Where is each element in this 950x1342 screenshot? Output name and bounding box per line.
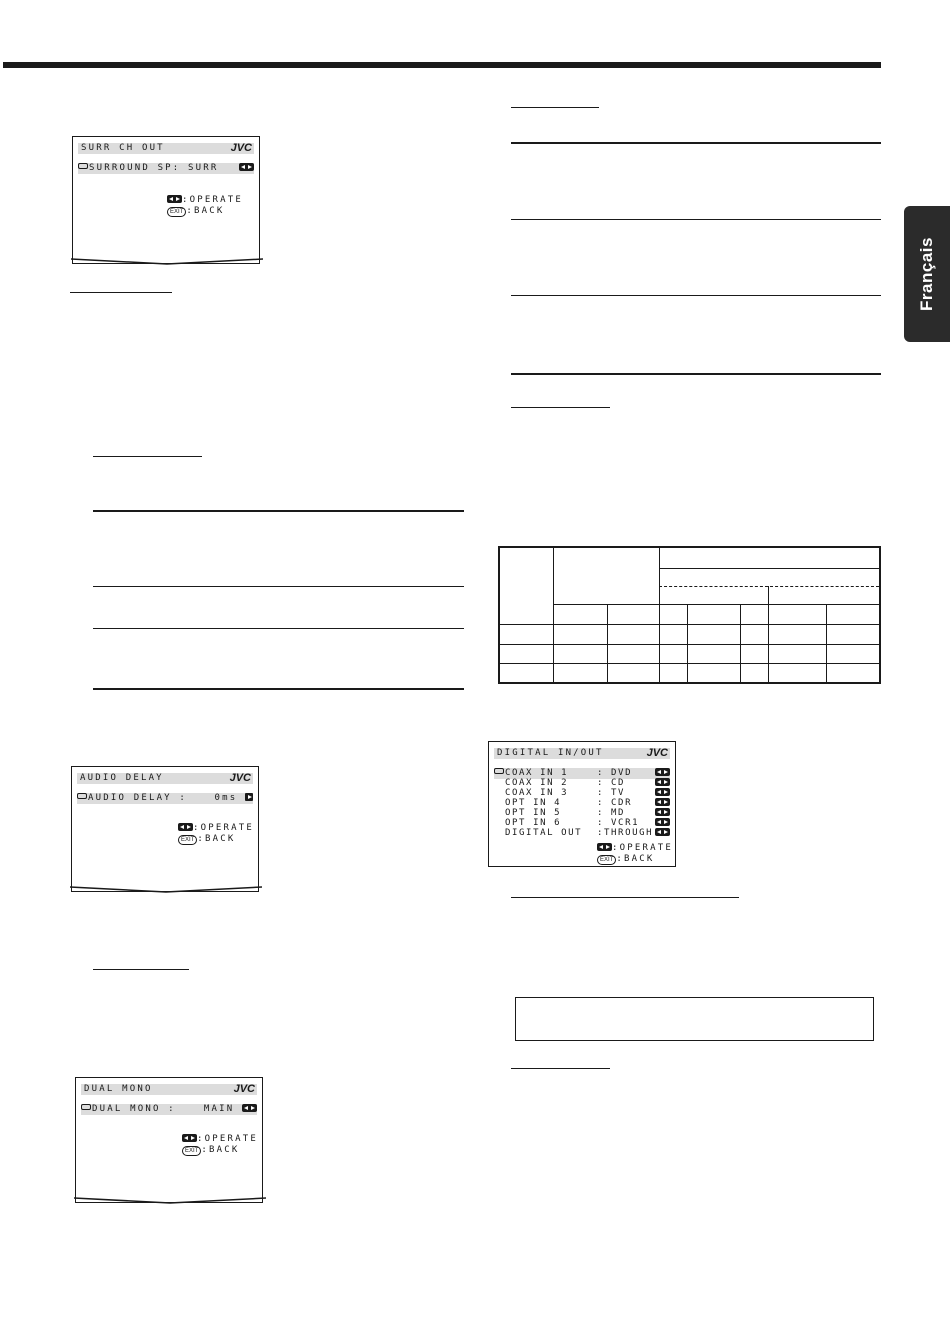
language-tab-label: Français [917, 237, 936, 311]
table-rule [511, 373, 881, 375]
operate-legend [597, 843, 673, 854]
operate-legend [167, 195, 243, 206]
jvc-logo: JVC [230, 142, 252, 154]
left-right-arrows-icon [167, 195, 182, 203]
left-right-arrows-icon [655, 818, 670, 826]
back-legend [597, 854, 654, 865]
back-legend [182, 1145, 239, 1156]
table-rule [93, 510, 464, 512]
screen-title: DIGITAL IN/OUT [497, 748, 604, 758]
digital-row [494, 828, 670, 839]
screen-title: AUDIO DELAY [80, 773, 164, 783]
jvc-logo: JVC [229, 772, 251, 784]
table-rule [511, 219, 881, 220]
surround-sp-row [78, 163, 254, 174]
row-value: : DVD [597, 768, 633, 778]
hand-cursor-icon [78, 163, 88, 169]
left-right-arrows-icon [242, 1104, 257, 1112]
back-legend [178, 834, 235, 845]
back-text: :BACK [616, 854, 655, 864]
left-right-arrows-icon [655, 768, 670, 776]
screen-title-bar [81, 1084, 257, 1095]
exit-key-icon: EXIT [167, 207, 186, 217]
table-column-line [740, 604, 741, 682]
row-label: OPT IN 4 [505, 798, 562, 808]
table-rule [511, 295, 881, 296]
left-right-arrows-icon [655, 778, 670, 786]
operate-text: :OPERATE [193, 823, 254, 833]
table-column-line [826, 604, 827, 682]
exit-key-icon: EXIT [178, 835, 197, 845]
table-dashed-line [659, 586, 879, 587]
table-column-line [553, 548, 554, 682]
row-value: : TV [597, 788, 626, 798]
row-value: : CD [597, 778, 626, 788]
left-right-arrows-icon [182, 1134, 197, 1142]
surr-ch-out-screen [72, 136, 260, 264]
row-label: COAX IN 1 [505, 768, 569, 778]
row-label: OPT IN 6 [505, 818, 562, 828]
heading-underline [511, 107, 599, 108]
heading-underline [70, 292, 172, 293]
left-right-arrows-icon [178, 823, 193, 831]
jvc-logo: JVC [646, 747, 668, 759]
row-value: : VCR1 [597, 818, 640, 828]
row-label: AUDIO DELAY : [88, 793, 188, 803]
left-right-arrows-icon [597, 843, 612, 851]
row-label: SURROUND SP: SURR [89, 163, 219, 173]
row-label: COAX IN 3 [505, 788, 569, 798]
screen-title-bar [78, 143, 254, 154]
table-rule [93, 628, 464, 629]
table-row-line [500, 624, 879, 625]
row-value: : MD [597, 808, 626, 818]
heading-underline [511, 407, 610, 408]
table-row-line [659, 568, 879, 569]
left-right-arrows-icon [655, 798, 670, 806]
left-right-arrows-icon [655, 828, 670, 836]
hand-cursor-icon [494, 768, 504, 774]
table-column-line [687, 604, 688, 682]
subheading-underline [93, 456, 202, 457]
heading-underline [511, 1068, 610, 1069]
subheading-underline [511, 897, 739, 898]
left-right-arrows-icon [655, 788, 670, 796]
digital-in-out-screen [488, 741, 676, 867]
hand-cursor-icon [77, 793, 87, 799]
left-right-arrows-icon [655, 808, 670, 816]
dual-mono-screen [75, 1077, 263, 1203]
table-rule [511, 142, 881, 144]
table-row-line [500, 663, 879, 664]
signal-table [498, 546, 881, 684]
screen-title: DUAL MONO [84, 1084, 153, 1094]
back-text: :BACK [186, 206, 225, 216]
table-row-line [500, 644, 879, 645]
screen-bottom-edge [70, 885, 262, 893]
operate-legend [178, 823, 254, 834]
screen-title: SURR CH OUT [81, 143, 165, 153]
dual-mono-row [81, 1104, 257, 1115]
top-rule [3, 62, 881, 68]
operate-text: :OPERATE [197, 1134, 258, 1144]
row-value: MAIN [203, 1104, 235, 1114]
screen-bottom-edge [74, 1196, 266, 1204]
row-value: : CDR [597, 798, 633, 808]
language-tab [904, 206, 950, 342]
table-column-line [607, 604, 608, 682]
audio-delay-screen [71, 766, 259, 892]
row-value: :THROUGH [597, 828, 654, 838]
row-label: OPT IN 5 [505, 808, 562, 818]
right-arrow-icon [245, 793, 253, 801]
screen-title-bar [77, 773, 253, 784]
audio-delay-row [77, 793, 253, 804]
table-row-line [553, 604, 879, 605]
operate-text: :OPERATE [612, 843, 673, 853]
hand-cursor-icon [81, 1104, 91, 1110]
back-text: :BACK [201, 1145, 240, 1155]
row-label: COAX IN 2 [505, 778, 569, 788]
operate-legend [182, 1134, 258, 1145]
table-rule [93, 586, 464, 587]
subheading-underline [93, 969, 189, 970]
back-text: :BACK [197, 834, 236, 844]
jvc-logo: JVC [233, 1083, 255, 1095]
screen-bottom-edge [71, 257, 263, 265]
screen-title-bar [494, 748, 670, 759]
table-rule [93, 688, 464, 690]
back-legend [167, 206, 224, 217]
row-value: 0ms [214, 793, 238, 803]
row-label: DUAL MONO : [92, 1104, 176, 1114]
note-box [515, 997, 874, 1041]
exit-key-icon: EXIT [182, 1146, 201, 1156]
operate-text: :OPERATE [182, 195, 243, 205]
left-right-arrows-icon [239, 163, 254, 171]
row-label: DIGITAL OUT [505, 828, 583, 838]
exit-key-icon: EXIT [597, 855, 616, 865]
table-column-line [768, 586, 769, 682]
